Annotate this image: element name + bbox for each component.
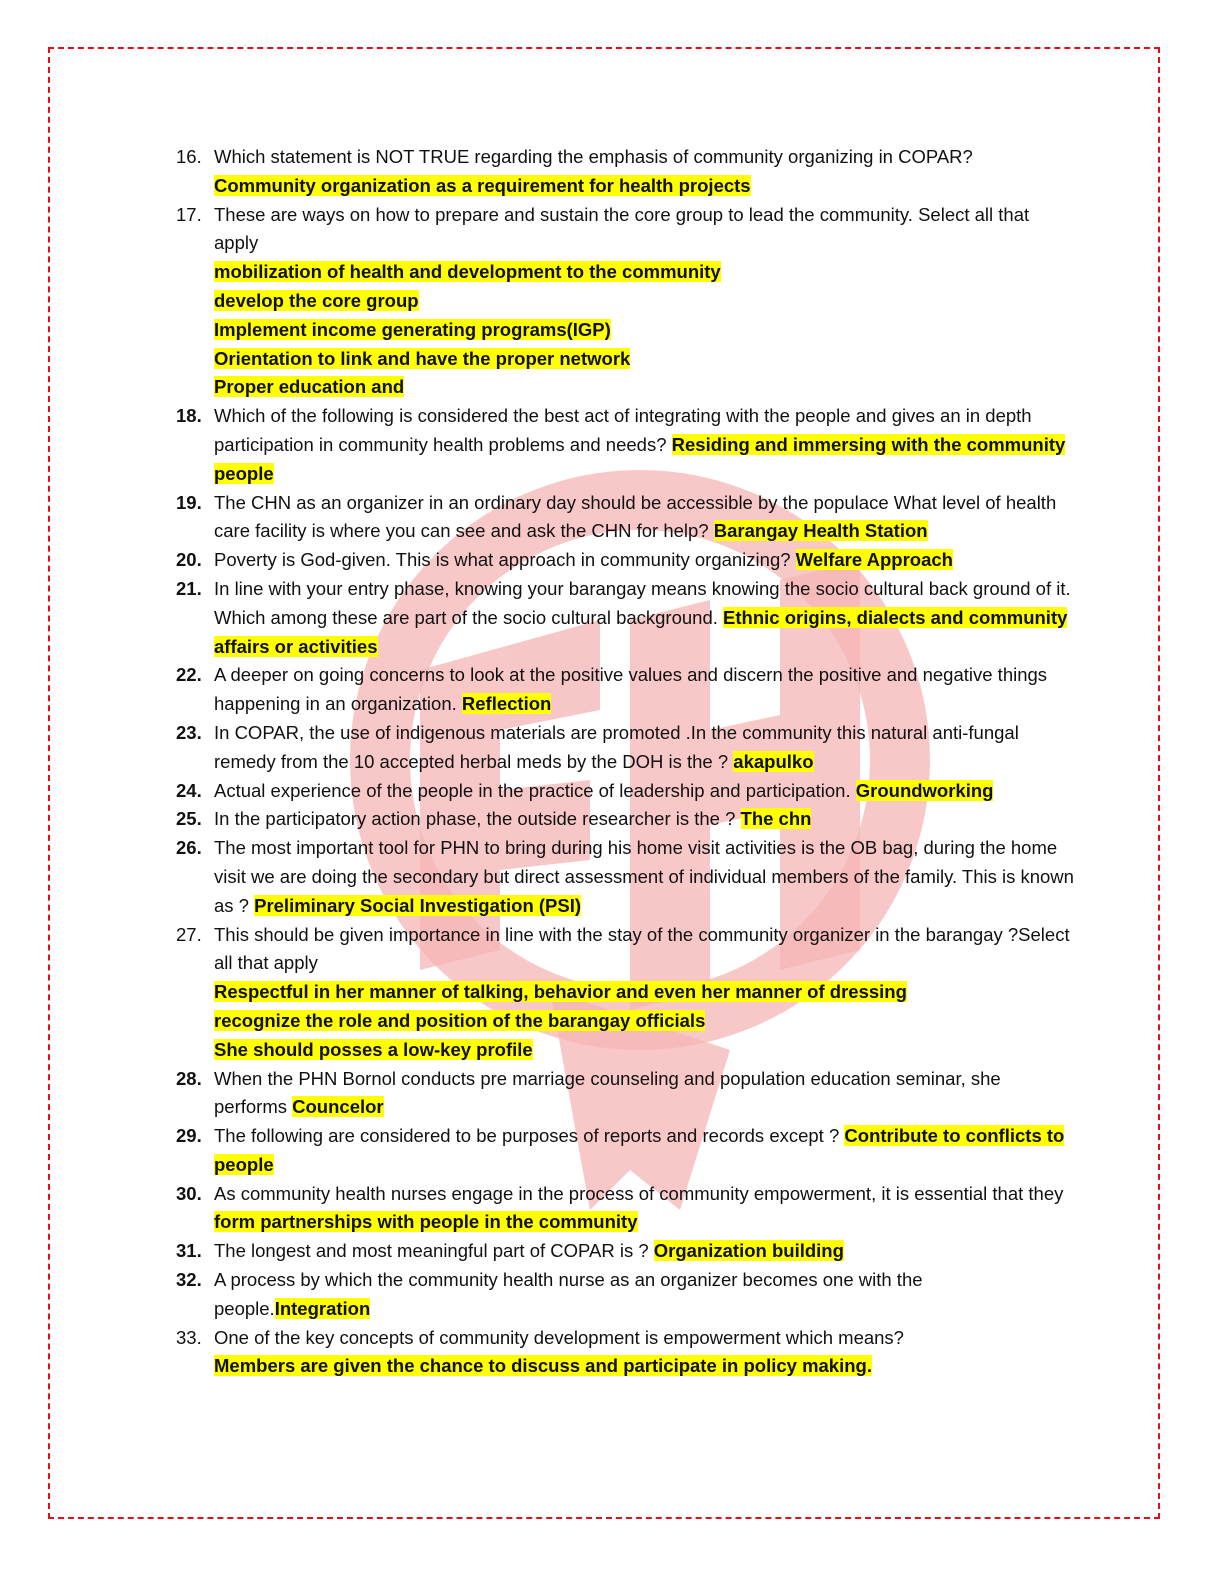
answer-line xyxy=(214,345,1076,374)
question-text: The most important tool for PHN to bring during his home visit activities is the OB bag, during the home visit we are doing the secondary but direct assessment of individual members of the family. This is known as ? xyxy=(214,837,1074,916)
answer-highlight: Implement income generating programs(IGP) xyxy=(214,318,611,340)
question-number: 27. xyxy=(176,923,202,945)
answer-highlight: Welfare Approach xyxy=(795,549,953,571)
question-item xyxy=(176,1180,1076,1238)
question-number: 26. xyxy=(176,837,202,859)
question-item xyxy=(176,402,1076,488)
question-text: In line with your entry phase, knowing your barangay means knowing the socio cultural back ground of it. Which among these are part of the socio cultural background. xyxy=(214,577,1071,628)
question-item xyxy=(176,1122,1076,1180)
question-text: A deeper on going concerns to look at the positive values and discern the positive and negative things happening in an organization. xyxy=(214,664,1048,715)
question-number: 25. xyxy=(176,808,202,830)
question-item xyxy=(176,834,1076,920)
question-number: 19. xyxy=(176,491,202,513)
question-number: 22. xyxy=(176,664,202,686)
answer-highlight: akapulko xyxy=(733,750,814,772)
question-item xyxy=(176,805,1076,834)
question-number: 31. xyxy=(176,1240,202,1262)
question-item xyxy=(176,489,1076,547)
answer-line xyxy=(214,287,1076,316)
question-text: The CHN as an organizer in an ordinary day should be accessible by the populace What level of health care facility is where you can see and ask the CHN for help? xyxy=(214,491,1057,542)
question-item xyxy=(176,1237,1076,1266)
question-number: 32. xyxy=(176,1269,202,1291)
answer-highlight: She should posses a low-key profile xyxy=(214,1038,533,1060)
answer-line xyxy=(214,316,1076,345)
question-item xyxy=(176,546,1076,575)
question-text: The following are considered to be purposes of reports and records except ? xyxy=(214,1125,845,1147)
question-item xyxy=(176,1324,1076,1382)
question-item xyxy=(176,1266,1076,1324)
question-item xyxy=(176,143,1076,201)
question-number: 30. xyxy=(176,1182,202,1204)
answer-line xyxy=(214,373,1076,402)
answer-line xyxy=(214,1352,1076,1381)
answer-highlight: Groundworking xyxy=(855,779,994,801)
question-text: As community health nurses engage in the process of community empowerment, it is essential that they xyxy=(214,1182,1064,1204)
answer-highlight: Community organization as a requirement for health projects xyxy=(214,174,751,196)
question-text: One of the key concepts of community development is empowerment which means? xyxy=(214,1326,904,1348)
question-item xyxy=(176,661,1076,719)
answer-line xyxy=(214,1036,1076,1065)
answer-highlight: Orientation to link and have the proper network xyxy=(214,347,631,369)
answer-highlight: Residing and immersing with the community people xyxy=(214,433,1066,484)
answer-highlight: Members are given the chance to discuss and participate in policy making. xyxy=(214,1355,872,1377)
answer-highlight: Proper education and xyxy=(214,376,405,398)
question-item xyxy=(176,575,1076,661)
question-text: Actual experience of the people in the practice of leadership and participation. xyxy=(214,779,856,801)
answer-highlight: Contribute to conflicts to people xyxy=(214,1125,1065,1175)
question-list xyxy=(176,143,1076,1381)
answer-highlight: Organization building xyxy=(653,1240,844,1262)
question-number: 23. xyxy=(176,721,202,743)
answer-highlight: mobilization of health and development to the community xyxy=(214,261,721,283)
question-number: 29. xyxy=(176,1125,202,1147)
question-text: Poverty is God-given. This is what approach in community organizing? xyxy=(214,549,796,571)
answer-highlight: recognize the role and position of the barangay officials xyxy=(214,1009,706,1031)
question-item xyxy=(176,1065,1076,1123)
answer-highlight: Reflection xyxy=(461,693,552,715)
answer-highlight: The chn xyxy=(740,808,812,830)
question-text: In the participatory action phase, the outside researcher is the ? xyxy=(214,808,741,830)
answer-line xyxy=(214,978,1076,1007)
question-number: 17. xyxy=(176,203,202,225)
question-text: In COPAR, the use of indigenous materials are promoted .In the community this natural anti-fungal remedy from the 10 accepted herbal meds by the DOH is the ? xyxy=(214,721,1019,772)
question-number: 16. xyxy=(176,146,202,167)
answer-highlight: Respectful in her manner of talking, behavior and even her manner of dressing xyxy=(214,981,907,1003)
question-number: 33. xyxy=(176,1326,202,1348)
question-item xyxy=(176,719,1076,777)
question-item xyxy=(176,201,1076,403)
answer-highlight: Barangay Health Station xyxy=(713,520,928,542)
question-number: 28. xyxy=(176,1067,202,1089)
answer-line xyxy=(214,258,1076,287)
question-number: 18. xyxy=(176,405,202,427)
question-text: Which of the following is considered the best act of integrating with the people and gives an in depth participation in community health problems and needs? xyxy=(214,405,1032,455)
answer-highlight: Integration xyxy=(274,1297,371,1319)
answer-highlight: develop the core group xyxy=(214,289,419,311)
question-text: Which statement is NOT TRUE regarding the emphasis of community organizing in COPAR? xyxy=(214,146,973,167)
question-text: The longest and most meaningful part of COPAR is ? xyxy=(214,1240,654,1262)
question-item xyxy=(176,777,1076,806)
question-text: These are ways on how to prepare and sustain the core group to lead the community. Select all that apply xyxy=(214,203,1030,254)
answer-highlight: Councelor xyxy=(292,1096,384,1118)
question-text: This should be given importance in line with the stay of the community organizer in the barangay ?Select all that apply xyxy=(214,923,1070,974)
answer-line xyxy=(214,172,1076,201)
question-number: 20. xyxy=(176,549,202,571)
answer-highlight: Ethnic origins, dialects and community affairs or activities xyxy=(214,606,1068,657)
answer-highlight: form partnerships with people in the community xyxy=(214,1211,638,1233)
question-text: When the PHN Bornol conducts pre marriage counseling and population education seminar, she performs xyxy=(214,1067,1001,1118)
answer-line xyxy=(214,1007,1076,1036)
question-number: 24. xyxy=(176,779,202,801)
question-item xyxy=(176,921,1076,1065)
answer-highlight: Preliminary Social Investigation (PSI) xyxy=(254,894,582,916)
question-text: A process by which the community health nurse as an organizer becomes one with the people. xyxy=(214,1269,923,1319)
question-number: 21. xyxy=(176,577,202,599)
